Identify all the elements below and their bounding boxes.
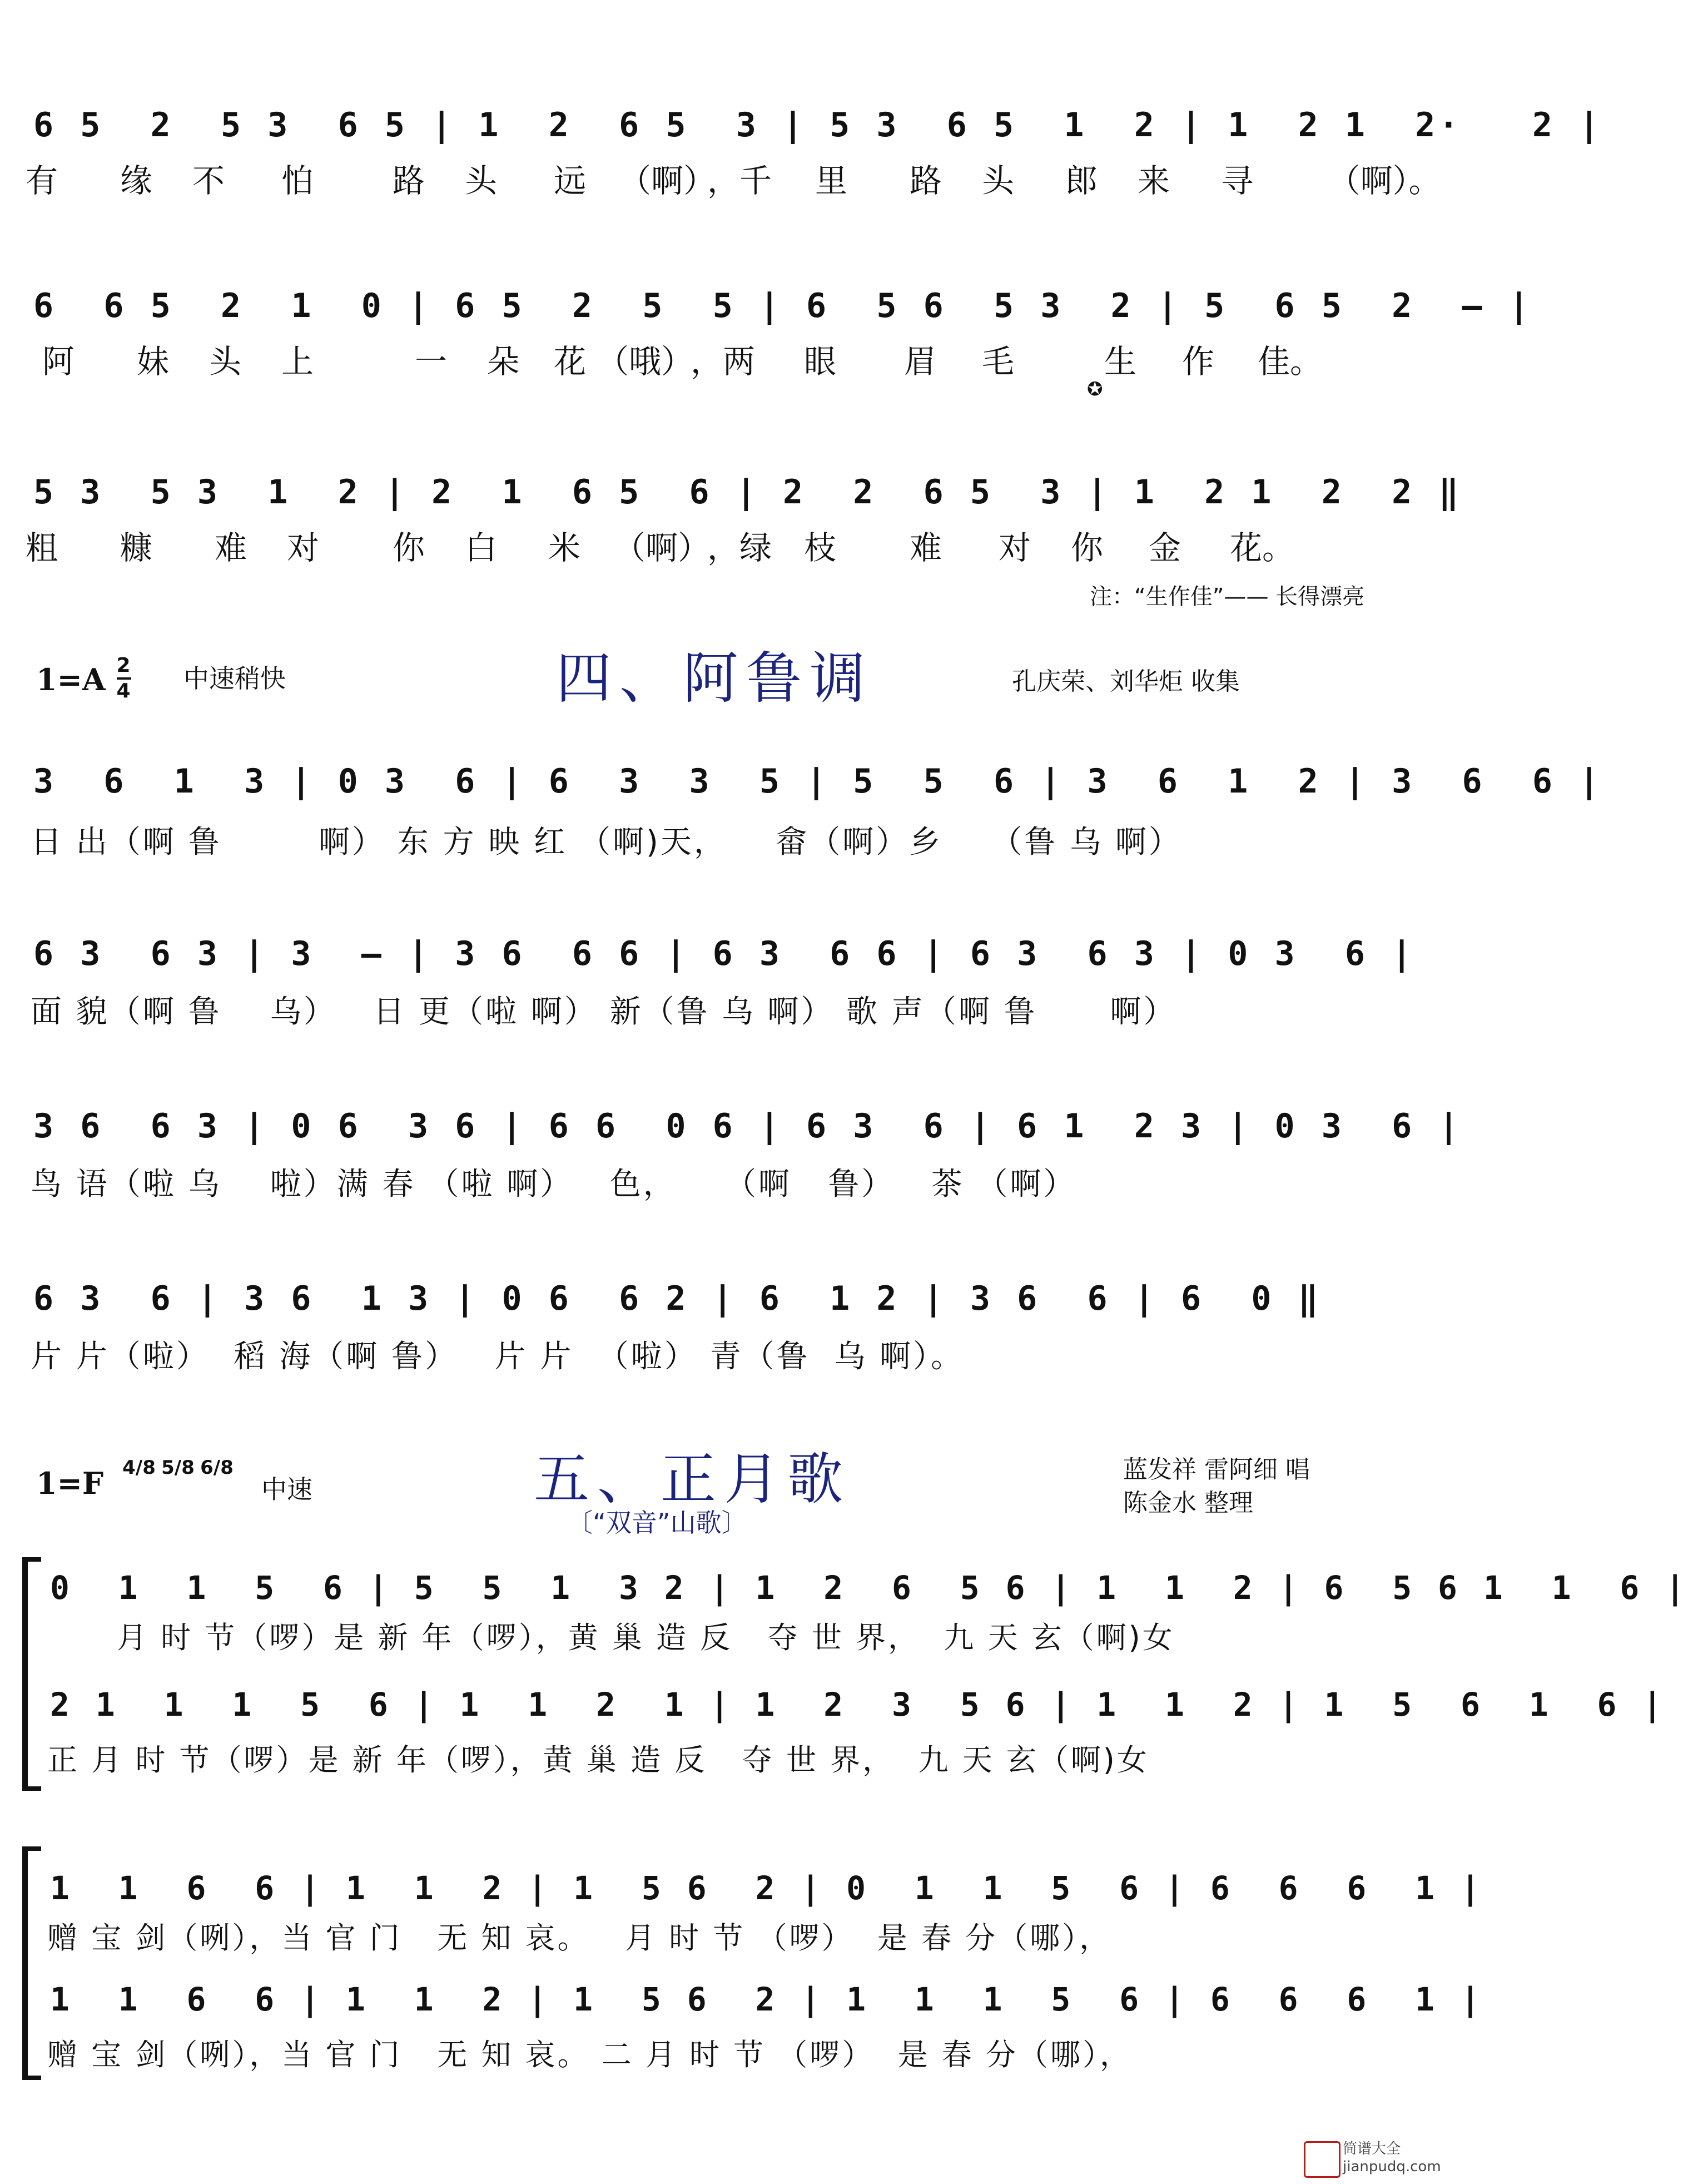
key-signature: 1=F <box>36 1465 104 1501</box>
song3-row-2 <box>0 264 1532 400</box>
lyric: 不 <box>192 162 225 200</box>
tempo-marking: 中速 <box>261 1474 312 1504</box>
upper-lyric-line: 赠 宝 剑（咧），当 官 门 无 知 哀。 月 时 节 （啰） 是 春 分（哪）， <box>47 1920 1112 1955</box>
singers-credit: 蓝发祥 雷阿细 唱 <box>1123 1455 1310 1484</box>
lyric: 有 <box>25 162 58 200</box>
upper-lyric-line: 月 时 节（啰）是 新 年（啰），黄 巢 造 反 夺 世 界， 九 天 玄（啊)女 <box>117 1620 1175 1655</box>
lyric: 路 <box>909 162 942 200</box>
lyric: 粗 <box>25 529 58 567</box>
lower-lyric-line: 正 月 时 节（啰）是 新 年（啰），黄 巢 造 反 夺 世 界， 九 天 玄（啊)女 <box>47 1742 1149 1777</box>
watermark-logo <box>1304 2136 1443 2180</box>
notation-line: 3 6 6 3 | 0 6 3 6 | 6 6 0 6 | 6 3 6 | 6 1 2 3 | 0 3 6 | <box>33 1107 1462 1146</box>
time-signature: 5/8 <box>161 1457 195 1479</box>
lyric: 佳。 <box>1257 343 1322 380</box>
lyric: 花。 <box>1229 529 1294 567</box>
piano-icon <box>1304 2141 1341 2178</box>
lower-notation-line: 1 1 6 6 | 1 1 2 | 1 5 6 2 | 1 1 1 5 6 | 6 6 6 1 | <box>50 1980 1483 2018</box>
lyric-line <box>22 342 1434 381</box>
lyric: 妹 <box>136 343 169 380</box>
lyric: （哦） <box>596 343 693 380</box>
lyric: 上 <box>281 343 314 380</box>
lyric-line: 鸟 语（啦 乌 啦）满 春 （啦 啊） 色， （啊 鲁） 茶 （啊） <box>31 1166 1077 1202</box>
lyric: 你 <box>1070 529 1103 567</box>
lyric: 头 <box>464 162 497 200</box>
lyric: 作 <box>1181 343 1214 380</box>
lyric: 眼 <box>803 343 836 380</box>
lyric-line: 日 出（啊 鲁 啊） 东 方 映 红 （啊)天， 畲（啊）乡 （鲁 乌 啊） <box>31 824 1182 860</box>
footnote-marker-icon: ✪ <box>1087 378 1103 400</box>
lyric: 头 <box>208 343 241 380</box>
arranger-credit: 陈金水 整理 <box>1123 1489 1253 1517</box>
song3-row-1 <box>0 83 1603 206</box>
song-title: 五、正月歌 <box>534 1447 851 1512</box>
song4-row-3 <box>0 1084 1462 1224</box>
watermark-text: 简谱大全 jianpudq.com <box>1343 2141 1441 2175</box>
lyric: 来 <box>1137 162 1170 200</box>
lyric: 缘 <box>120 162 152 200</box>
lyric: 对 <box>286 529 319 567</box>
lower-lyric-line: 赠 宝 剑（咧），当 官 门 无 知 哀。 二 月 时 节 （啰） 是 春 分（哪）， <box>47 2037 1132 2072</box>
system-bracket-bottom <box>22 2076 41 2080</box>
lyric: （啊） <box>613 529 710 567</box>
time-signature-denominator: 4 <box>116 680 131 702</box>
lyric: 怕 <box>281 162 314 200</box>
system-bracket-top <box>22 1846 41 1851</box>
lyric: 糠 <box>120 529 152 567</box>
lyric: 路 <box>392 162 425 200</box>
lyric: 毛 <box>981 343 1014 380</box>
lyric-line <box>22 161 1441 200</box>
lyric: 郎 <box>1065 162 1098 200</box>
time-signature: 6/8 <box>200 1457 234 1479</box>
lyric: 金 <box>1148 529 1181 567</box>
song4-row-4 <box>0 1257 1449 1396</box>
lyric: 难 <box>214 529 247 567</box>
time-signature: 4/8 <box>122 1457 156 1479</box>
song-title: 四、阿鲁调 <box>556 646 873 711</box>
lyric: （啊）。 <box>1328 162 1441 200</box>
lyric: 你 <box>392 529 425 567</box>
lyric: 寻 <box>1220 162 1253 200</box>
lyric: ，两 <box>690 343 755 380</box>
notation-line: 6 3 6 | 3 6 1 3 | 0 6 6 2 | 6 1 2 | 3 6 6 | 6 0 ‖ <box>33 1279 1322 1318</box>
lyric-line: 面 貌（啊 鲁 乌） 日 更（啦 啊） 新（鲁 乌 啊） 歌 声（啊 鲁 啊） <box>31 994 1177 1030</box>
upper-notation-line: 0 1 1 5 6 | 5 5 1 3 2 | 1 2 6 5 6 | 1 1 2 | 6 5 6 1 1 6 | <box>50 1569 1688 1607</box>
notation-line: 3 6 1 3 | 0 3 6 | 6 3 3 5 | 5 5 6 | 3 6 1 2 | 3 6 6 | <box>33 762 1603 801</box>
time-signature-numerator: 2 <box>116 654 131 677</box>
song5-header <box>0 1435 1449 1546</box>
notation-line: 6 6 5 2 1 0 | 6 5 2 5 5 | 6 5 6 5 3 2 | 5 6 5 2 – | <box>33 286 1532 325</box>
song-subtitle: 〔“双音”山歌〕 <box>567 1508 747 1538</box>
song5-system-2 <box>0 1835 1483 2097</box>
lyric: 头 <box>981 162 1014 200</box>
lyric: 一 <box>414 343 447 380</box>
lyric: 对 <box>998 529 1031 567</box>
lyric-line: 片 片（啦） 稻 海（啊 鲁） 片 片 （啦） 青（鲁 乌 啊）。 <box>31 1339 965 1375</box>
footnote: 注：“生作佳”—— 长得漂亮 <box>1090 584 1365 610</box>
lyric: 里 <box>815 162 847 200</box>
system-bracket <box>22 1557 28 1791</box>
notation-line: 5 3 5 3 1 2 | 2 1 6 5 6 | 2 2 6 5 3 | 1 2 1 2 2 ‖ <box>33 473 1462 512</box>
notation-line: 6 5 2 5 3 6 5 | 1 2 6 5 3 | 5 3 6 5 1 2 | 1 2 1 2· 2 | <box>33 106 1603 145</box>
lyric: 远 <box>553 162 586 200</box>
lyric-line <box>22 528 1434 567</box>
collector-credit: 孔庆荣、刘华炬 收集 <box>1012 667 1240 696</box>
lyric: ，千 <box>707 162 772 200</box>
system-bracket-top <box>22 1557 41 1562</box>
lyric: 难 <box>909 529 942 567</box>
system-bracket <box>22 1846 28 2080</box>
song3-row-3 <box>0 450 1462 578</box>
tempo-marking: 中速稍快 <box>183 663 286 694</box>
song4-row-1 <box>0 740 1603 879</box>
song5-system-1 <box>0 1546 1688 1802</box>
upper-notation-line: 1 1 6 6 | 1 1 2 | 1 5 6 2 | 0 1 1 5 6 | 6 6 6 1 | <box>50 1869 1483 1907</box>
lyric: 生 <box>1104 343 1136 380</box>
lower-notation-line: 2 1 1 1 5 6 | 1 1 2 1 | 1 2 3 5 6 | 1 1 2 | 1 5 6 1 6 | <box>50 1686 1666 1724</box>
lyric: （啊） <box>618 162 716 200</box>
song4-header <box>0 640 1449 717</box>
lyric: ，绿 <box>707 529 772 567</box>
lyric: 米 <box>548 529 580 567</box>
lyric: 阿 <box>42 343 75 380</box>
song4-row-2 <box>0 912 1449 1051</box>
system-bracket-bottom <box>22 1786 41 1791</box>
lyric: 眉 <box>903 343 936 380</box>
notation-line: 6 3 6 3 | 3 – | 3 6 6 6 | 6 3 6 6 | 6 3 6 3 | 0 3 6 | <box>33 934 1416 973</box>
lyric: 花 <box>553 343 586 380</box>
lyric: 白 <box>464 529 497 567</box>
lyric: 枝 <box>803 529 836 567</box>
lyric: 朵 <box>486 343 519 380</box>
key-signature: 1=A <box>36 662 106 697</box>
